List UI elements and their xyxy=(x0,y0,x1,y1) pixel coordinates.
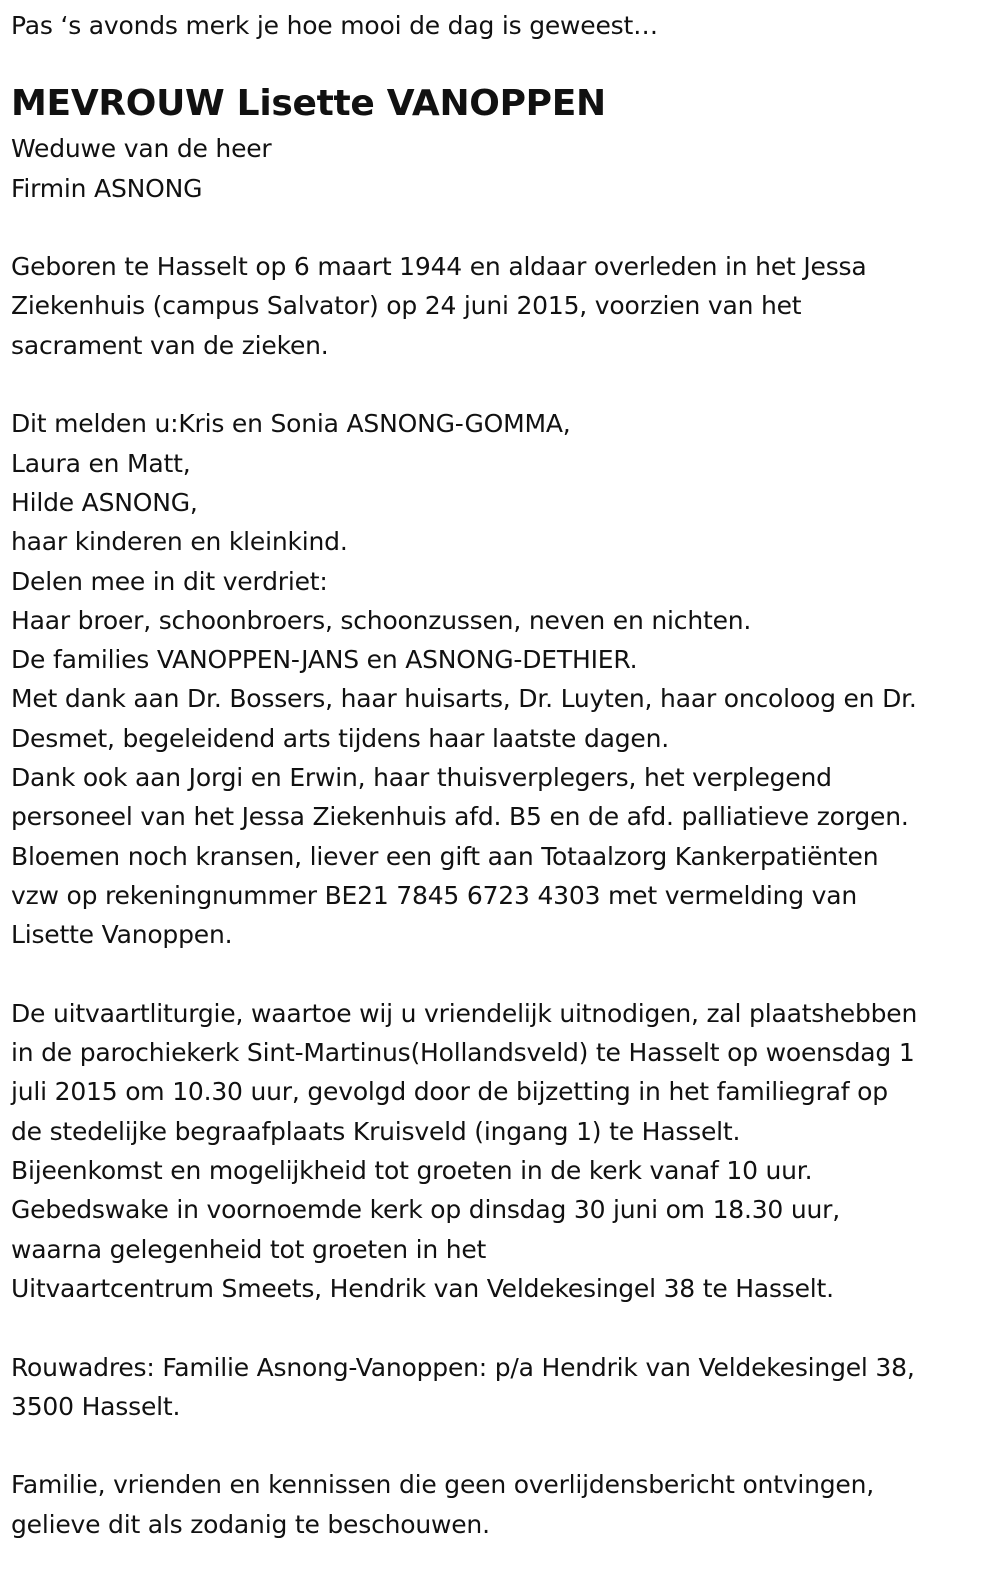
family-line: Delen mee in dit verdriet: xyxy=(11,566,328,596)
intro-quote: Pas ‘s avonds merk je hoe mooi de dag is geweest… xyxy=(11,11,658,40)
address-line: 3500 Hasselt. xyxy=(11,1391,181,1421)
family-line: Haar broer, schoonbroers, schoonzussen, neven en nichten. xyxy=(11,605,752,635)
family-line: Dit melden u:Kris en Sonia ASNONG-GOMMA, xyxy=(11,409,571,439)
birth-line: sacrament van de zieken. xyxy=(11,330,329,360)
birth-section xyxy=(11,247,991,365)
family-line: Bloemen noch kransen, liever een gift aan Totaalzorg Kankerpatiënten xyxy=(11,841,879,871)
spacer xyxy=(11,955,991,994)
funeral-line: Uitvaartcentrum Smeets, Hendrik van Veldekesingel 38 te Hasselt. xyxy=(11,1273,834,1303)
address-line: Rouwadres: Familie Asnong-Vanoppen: p/a Hendrik van Veldekesingel 38, xyxy=(11,1352,915,1382)
family-line: De families VANOPPEN-JANS en ASNONG-DETHIER. xyxy=(11,645,638,675)
family-section xyxy=(11,404,991,954)
funeral-line: Gebedswake in voornoemde kerk op dinsdag 30 juni om 18.30 uur, xyxy=(11,1195,840,1225)
family-line: personeel van het Jessa Ziekenhuis afd. B5 en de afd. palliatieve zorgen. xyxy=(11,802,909,832)
funeral-line: waarna gelegenheid tot groeten in het xyxy=(11,1234,487,1264)
funeral-line: de stedelijke begraafplaats Kruisveld (ingang 1) te Hasselt. xyxy=(11,1116,741,1146)
family-line: Laura en Matt, xyxy=(11,448,191,478)
spacer xyxy=(11,365,991,404)
funeral-line: Bijeenkomst en mogelijkheid tot groeten in de kerk vanaf 10 uur. xyxy=(11,1156,813,1186)
birth-line: Geboren te Hasselt op 6 maart 1944 en aldaar overleden in het Jessa xyxy=(11,252,867,282)
address-section xyxy=(11,1348,991,1427)
family-line: vzw op rekeningnummer BE21 7845 6723 4303 met vermelding van xyxy=(11,880,858,910)
closing-line: gelieve dit als zodanig te beschouwen. xyxy=(11,1509,490,1539)
spacer xyxy=(11,1426,991,1465)
birth-line: Ziekenhuis (campus Salvator) op 24 juni 2015, voorzien van het xyxy=(11,291,802,321)
spacer xyxy=(11,208,991,247)
spacer xyxy=(11,1308,991,1347)
family-line: Lisette Vanoppen. xyxy=(11,920,233,950)
spouse-line: Weduwe van de heer xyxy=(11,134,272,164)
family-line: haar kinderen en kleinkind. xyxy=(11,527,348,557)
funeral-line: in de parochiekerk Sint-Martinus(Hollandsveld) te Hasselt op woensdag 1 xyxy=(11,1038,915,1068)
family-line: Desmet, begeleidend arts tijdens haar laatste dagen. xyxy=(11,723,669,753)
funeral-section xyxy=(11,994,991,1308)
family-line: Hilde ASNONG, xyxy=(11,487,198,517)
funeral-line: juli 2015 om 10.30 uur, gevolgd door de bijzetting in het familiegraf op xyxy=(11,1077,888,1107)
family-line: Met dank aan Dr. Bossers, haar huisarts, Dr. Luyten, haar oncoloog en Dr. xyxy=(11,684,917,714)
closing-section xyxy=(11,1465,991,1544)
funeral-line: De uitvaartliturgie, waartoe wij u vriendelijk uitnodigen, zal plaatshebben xyxy=(11,998,918,1028)
closing-line: Familie, vrienden en kennissen die geen overlijdensbericht ontvingen, xyxy=(11,1470,875,1500)
spouse-section xyxy=(11,129,991,208)
family-line: Dank ook aan Jorgi en Erwin, haar thuisverplegers, het verplegend xyxy=(11,763,832,793)
deceased-name: MEVROUW Lisette VANOPPEN xyxy=(11,83,606,125)
spouse-line: Firmin ASNONG xyxy=(11,173,203,203)
